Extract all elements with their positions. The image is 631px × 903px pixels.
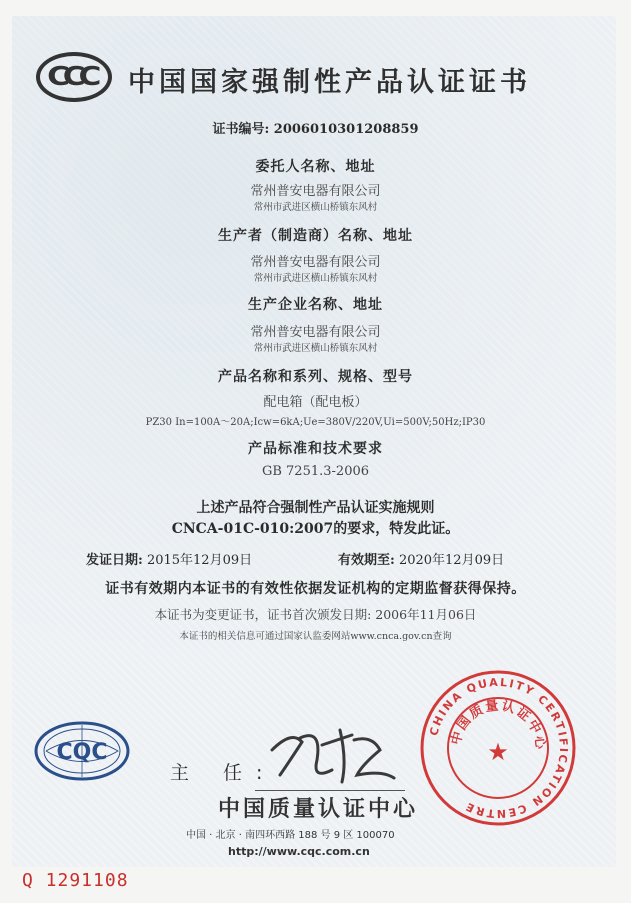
applicant-name: 常州普安电器有限公司 (250, 184, 381, 199)
signature-line (255, 790, 405, 791)
factory-name: 常州普安电器有限公司 (250, 325, 381, 340)
product-name: 配电箱（配电板） (263, 395, 368, 410)
product-heading: 产品名称和系列、规格、型号 (218, 369, 413, 385)
manufacturer-address: 常州市武进区横山桥镇东风村 (253, 273, 378, 284)
manufacturer-name: 常州普安电器有限公司 (250, 255, 381, 270)
cqc-logo-text: CQC (56, 740, 108, 765)
issue-date-value: 2015年12月09日 (146, 553, 253, 568)
certificate-title: 中国国家强制性产品认证证书 (128, 67, 531, 98)
org-address: 中国 · 北京 · 南四环西路 188 号 9 区 100070 (186, 830, 395, 841)
issue-date-label: 发证日期: (86, 553, 143, 568)
director-label: 主 任: (170, 762, 277, 784)
director-signature (262, 720, 402, 788)
ccc-logo-text: CCC (47, 62, 95, 92)
validity-note: 证书有效期内本证书的有效性依据发证机构的定期监督获得保持。 (105, 581, 526, 597)
product-spec: PZ30 In=100A～20A;Icw=6kA;Ue=380V/220V,Ui=500V;50Hz;IP30 (145, 417, 486, 428)
official-seal-stamp (418, 668, 578, 828)
applicant-heading: 委托人名称、地址 (255, 159, 376, 175)
applicant-address: 常州市武进区横山桥镇东风村 (253, 202, 378, 213)
expiry-date-label: 有效期至: (338, 553, 395, 568)
expiry-date (338, 549, 504, 568)
certificate-number: 证书编号: 2006010301208859 (212, 122, 419, 137)
serial-number: Q 1291108 (22, 870, 129, 891)
change-note: 本证书为变更证书，证书首次颁发日期: 2006年11月06日 (154, 607, 477, 622)
factory-address: 常州市武进区横山桥镇东风村 (253, 343, 378, 354)
expiry-date-value: 2020年12月09日 (398, 553, 505, 568)
info-note: 本证书的相关信息可通过国家认监委网站www.cnca.gov.cn查询 (179, 631, 452, 642)
standard-heading: 产品标准和技术要求 (248, 441, 383, 457)
factory-heading: 生产企业名称、地址 (248, 297, 383, 313)
org-url: http://www.cqc.com.cn (228, 845, 370, 858)
seal-inner-text: 中国质量认证中心 (448, 698, 548, 752)
issue-date (86, 549, 252, 568)
statement-line-2: CNCA-01C-010:2007的要求，特发此证。 (171, 521, 460, 537)
cqc-logo-icon (32, 720, 132, 782)
statement-line-1: 上述产品符合强制性产品认证实施规则 (196, 500, 435, 516)
standard-value: GB 7251.3-2006 (261, 464, 370, 479)
org-name: 中国质量认证中心 (218, 797, 419, 822)
manufacturer-heading: 生产者（制造商）名称、地址 (218, 228, 413, 244)
ccc-logo-icon (36, 52, 112, 102)
seal-star-icon: ★ (487, 738, 509, 766)
seal-outer-text: CHINA QUALITY CERTIFICATION CENTRE (427, 675, 571, 821)
